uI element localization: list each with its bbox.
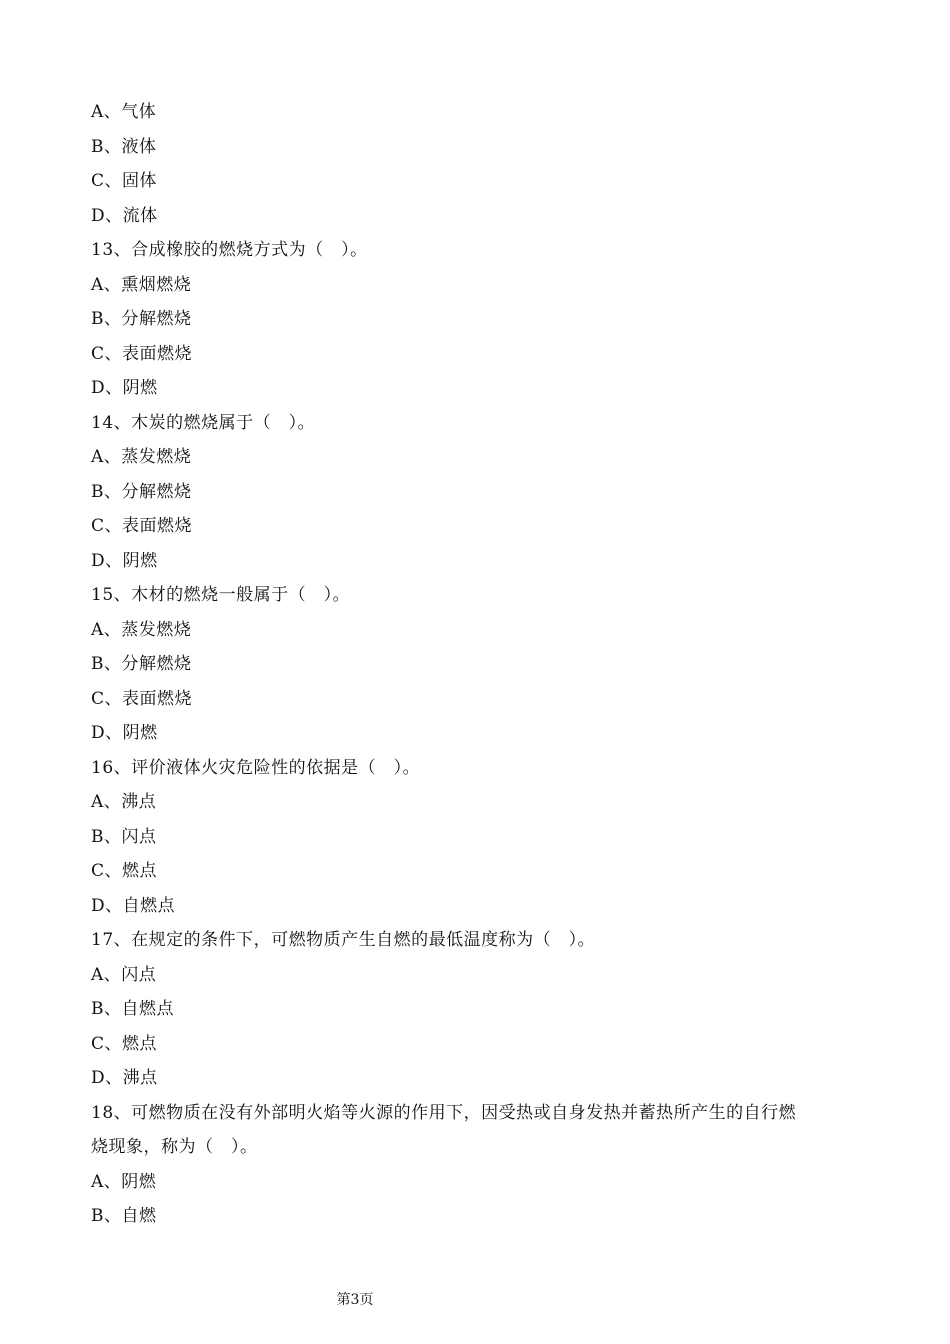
- option-text: D、阴燃: [91, 378, 158, 398]
- option-text: A、气体: [91, 102, 157, 122]
- option-text: B、分解燃烧: [91, 309, 192, 329]
- document-body: [91, 95, 871, 1234]
- option-text: C、表面燃烧: [91, 688, 193, 709]
- option-text: D、阴燃: [91, 723, 158, 743]
- option-text: C、表面燃烧: [91, 343, 193, 364]
- option-text: A、蒸发燃烧: [91, 619, 192, 640]
- option-text: B、分解燃烧: [91, 654, 192, 674]
- option-text: A、沸点: [91, 792, 157, 812]
- option-text: B、自燃: [91, 1206, 157, 1226]
- page-number: 第3页: [336, 1292, 374, 1308]
- option-text: B、自燃点: [91, 999, 174, 1019]
- question-16: 16、评价液体火灾危险性的依据是（ ）。: [91, 757, 421, 778]
- option-text: A、阴燃: [91, 1171, 157, 1192]
- option-text: D、自燃点: [91, 895, 176, 916]
- option-text: D、沸点: [91, 1068, 158, 1088]
- option-text: D、流体: [91, 205, 158, 226]
- option-text: A、熏烟燃烧: [91, 274, 192, 295]
- option-text: D、阴燃: [91, 550, 158, 571]
- option-text: B、分解燃烧: [91, 481, 192, 502]
- question-18-line-2: 烧现象，称为（ ）。: [91, 1137, 258, 1157]
- option-text: C、表面燃烧: [91, 516, 193, 536]
- question-13: 13、合成橡胶的燃烧方式为（ ）。: [91, 240, 368, 260]
- question-15: 15、木材的燃烧一般属于（ ）。: [91, 585, 351, 605]
- question-18-line-1: 18、可燃物质在没有外部明火焰等火源的作用下，因受热或自身发热并蓄热所产生的自行燃: [91, 1102, 797, 1123]
- question-14: 14、木炭的燃烧属于（ ）。: [91, 412, 316, 433]
- option-text: B、闪点: [91, 826, 157, 847]
- option-text: B、液体: [91, 136, 157, 157]
- option-text: C、燃点: [91, 1033, 158, 1054]
- question-17: 17、在规定的条件下，可燃物质产生自燃的最低温度称为（ ）。: [91, 930, 596, 950]
- option-text: C、燃点: [91, 861, 158, 881]
- option-text: A、蒸发燃烧: [91, 447, 192, 467]
- option-text: C、固体: [91, 171, 158, 191]
- option-text: A、闪点: [91, 964, 157, 985]
